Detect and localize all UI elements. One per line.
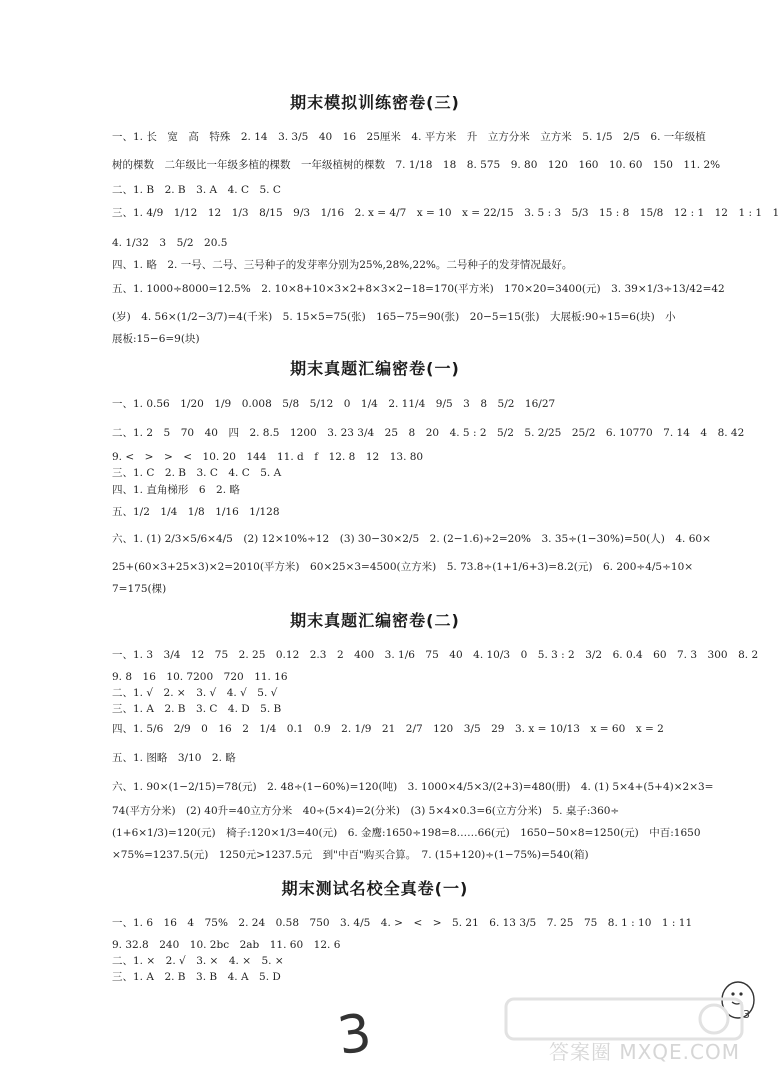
section-title: 期末真题汇编密卷(一) — [290, 359, 460, 378]
corner-page-number: 3 — [743, 1008, 750, 1021]
answer-line: 25+(60×3+25×3)×2=2010(平方米) 60×25×3=4500(立方米) 5. 73.8÷(1+1/6+3)=8.2(元) 6. 200÷4/5÷10× — [112, 561, 694, 573]
section-title: 期末测试名校全真卷(一) — [281, 879, 469, 898]
answer-line: 四、1. 5/6 2/9 0 16 2 1/4 0.1 0.9 2. 1/9 21 2/7 120 3/5 29 3. x = 10/13 x = 60 x = 2 — [112, 723, 664, 735]
answer-line: 9. 8 16 10. 7200 720 11. 16 — [112, 671, 288, 683]
answer-line: 六、1. (1) 2/3×5/6×4/5 (2) 12×10%÷12 (3) 30−30×2/5 2. (2−1.6)÷2=20% 3. 35÷(1−30%)=50(人) 4. 60× — [112, 533, 711, 545]
answer-line: 二、1. × 2. √ 3. × 4. × 5. × — [112, 955, 284, 967]
answer-line: 9. 32.8 240 10. 2bc 2ab 11. 60 12. 6 — [112, 939, 341, 951]
section-title: 期末真题汇编密卷(二) — [290, 611, 460, 630]
answer-line: 一、1. 长 宽 高 特殊 2. 14 3. 3/5 40 16 25厘米 4. 平方米 升 立方分米 立方米 5. 1/5 2/5 6. 一年级植 — [112, 131, 706, 143]
answer-line: 三、1. A 2. B 3. B 4. A 5. D — [112, 971, 281, 983]
watermark-text: 答案圈 MXQE.COM — [548, 1040, 740, 1064]
section-title: 期末模拟训练密卷(三) — [290, 93, 460, 112]
answer-line: 五、1/2 1/4 1/8 1/16 1/128 — [112, 506, 280, 518]
handwritten-page-number: 3 — [333, 1002, 376, 1068]
answer-line: 三、1. C 2. B 3. C 4. C 5. A — [112, 467, 282, 479]
answer-line: 4. 1/32 3 5/2 20.5 — [112, 237, 228, 249]
answer-line: 7=175(棵) — [112, 583, 167, 595]
answer-line: 9. < > > < 10. 20 144 11. d f 12. 8 12 13. 80 — [112, 451, 424, 463]
answer-line: 一、1. 3 3/4 12 75 2. 25 0.12 2.3 2 400 3. 1/6 75 40 4. 10/3 0 5. 3 : 2 3/2 6. 0.4 60 7. 3 300 8. 2 — [112, 649, 759, 661]
answer-line: 二、1. 2 5 70 40 四 2. 8.5 1200 3. 23 3/4 25 8 20 4. 5 : 2 5/2 5. 2/25 25/2 6. 10770 7. 14 4 8. 42 — [112, 427, 745, 439]
answer-line: (1+6×1/3)=120(元) 椅子:120×1/3=40(元) 6. 金鹰:1650÷198=8……66(元) 1650−50×8=1250(元) 中百:1650 — [112, 827, 701, 839]
answer-line: 五、1. 1000÷8000=12.5% 2. 10×8+10×3×2+8×3×2−18=170(平方米) 170×20=3400(元) 3. 39×1/3÷13/42=42 — [112, 283, 725, 295]
answer-line: 一、1. 6 16 4 75% 2. 24 0.58 750 3. 4/5 4. > < > 5. 21 6. 13 3/5 7. 25 75 8. 1 : 10 1 : 11 — [112, 917, 693, 929]
answer-line: 五、1. 图略 3/10 2. 略 — [112, 752, 236, 764]
answer-line: 一、1. 0.56 1/20 1/9 0.008 5/8 5/12 0 1/4 2. 11/4 9/5 3 8 5/2 16/27 — [112, 398, 556, 410]
answer-line: 三、1. A 2. B 3. C 4. D 5. B — [112, 703, 282, 715]
answer-line: 二、1. B 2. B 3. A 4. C 5. C — [112, 184, 281, 196]
answer-line: (岁) 4. 56×(1/2−3/7)=4(千米) 5. 15×5=75(张) 165−75=90(张) 20−5=15(张) 大展板:90÷15=6(块) 小 — [112, 311, 676, 323]
answer-line: 展板:15−6=9(块) — [112, 333, 200, 345]
answer-line: 二、1. √ 2. × 3. √ 4. √ 5. √ — [112, 687, 278, 699]
answer-line: 74(平方分米) (2) 40升=40立方分米 40÷(5×4)=2(分米) (3) 5×4×0.3=6(立方分米) 5. 桌子:360÷ — [112, 805, 620, 817]
answer-line: ×75%=1237.5(元) 1250元>1237.5元 到"中百"购买合算。 7. (15+120)÷(1−75%)=540(箱) — [112, 849, 589, 861]
answer-line: 树的棵数 二年级比一年级多植的棵数 一年级植树的棵数 7. 1/18 18 8. 575 9. 80 120 160 10. 60 150 11. 2% — [112, 159, 721, 171]
answer-line: 六、1. 90×(1−2/15)=78(元) 2. 48÷(1−60%)=120(吨) 3. 1000×4/5×3/(2+3)=480(册) 4. (1) 5×4+(5+4)×2×3= — [112, 781, 714, 793]
answer-line: 四、1. 略 2. 一号、二号、三号种子的发芽率分别为25%,28%,22%。二号种子的发芽情况最好。 — [112, 259, 573, 271]
answer-line: 三、1. 4/9 1/12 12 1/3 8/15 9/3 1/16 2. x = 4/7 x = 10 x = 22/15 3. 5 : 3 5/3 15 : 8 15/8 12 : 1 12 1 : 1 1 — [112, 207, 779, 219]
answer-line: 四、1. 直角梯形 6 2. 略 — [112, 484, 240, 496]
